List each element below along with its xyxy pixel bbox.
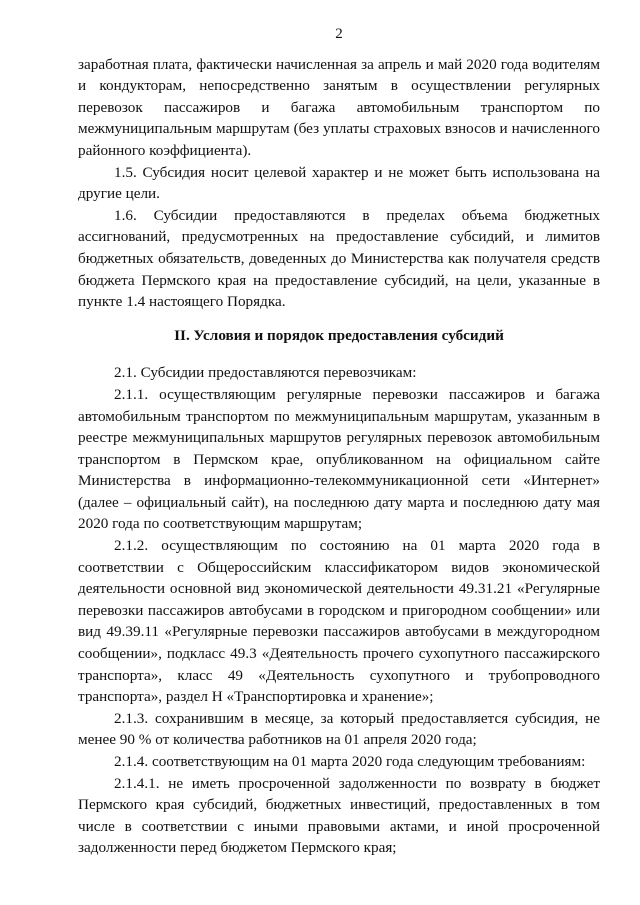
- section-heading: II. Условия и порядок предоставления субсидий: [174, 326, 504, 344]
- paragraph-2-1: 2.1. Субсидии предоставляются перевозчикам:: [114, 364, 417, 382]
- paragraph-2-1-1: 2.1.1. осуществляющим регулярные перевозки пассажиров и багажа автомобильным транспортом по межмуниципальным маршрутам, указанным в реестре межмуниципальных маршрутов регулярных перевозок автомобильным транспортом в Пермском крае, опубликованном на официальном сайте Министерства в информационно-телекоммуникационной сети «Интернет» (далее – официальный сайт), на последнюю дату марта и последнюю дату мая 2020 года по соответствующим маршрутам;: [78, 385, 600, 533]
- paragraph-1-5: 1.5. Субсидия носит целевой характер и не может быть использована на другие цели.: [78, 163, 600, 203]
- paragraph-1-6: 1.6. Субсидии предоставляются в пределах объема бюджетных ассигнований, предусмотренных на предоставление субсидий, и лимитов бюджетных обязательств, доведенных до Министерства как получателя средств бюджета Пермского края на предоставление субсидий, на цели, указанные в пункте 1.4 настоящего Порядка.: [78, 206, 600, 311]
- page-number: 2: [335, 26, 343, 42]
- paragraph-continuation: заработная плата, фактически начисленная за апрель и май 2020 года водителям и кондукторам, непосредственно занятым в осуществлении регулярных перевозок пассажиров и багажа автомобильным транспортом по межмуниципальным маршрутам (без уплаты страховых взносов и начисленного районного коэффициента).: [78, 55, 600, 159]
- paragraph-2-1-4-1: 2.1.4.1. не иметь просроченной задолженности по возврату в бюджет Пермского края субсидий, бюджетных инвестиций, предоставленных в том числе в соответствии с иными правовыми актами, и иной просроченной задолженности перед бюджетом Пермского края;: [78, 774, 600, 857]
- paragraph-2-1-3: 2.1.3. сохранившим в месяце, за который предоставляется субсидия, не менее 90 % от количества работников на 01 апреля 2020 года;: [78, 709, 600, 749]
- paragraph-2-1-4: 2.1.4. соответствующим на 01 марта 2020 года следующим требованиям:: [114, 753, 586, 770]
- paragraph-2-1-2: 2.1.2. осуществляющим по состоянию на 01 марта 2020 года в соответствии с Общероссийским классификатором видов экономической деятельности основной вид экономической деятельности 49.31.21 «Регулярные перевозки пассажиров автобусами в городском и пригородном сообщении» или вид 49.39.11 «Регулярные перевозки пассажиров автобусами в междугородном сообщении», подкласс 49.3 «Деятельность прочего сухопутного пассажирского транспорта», класс 49 «Деятельность сухопутного и трубопроводного транспорта», раздел H «Транспортировка и хранение»;: [78, 537, 600, 706]
